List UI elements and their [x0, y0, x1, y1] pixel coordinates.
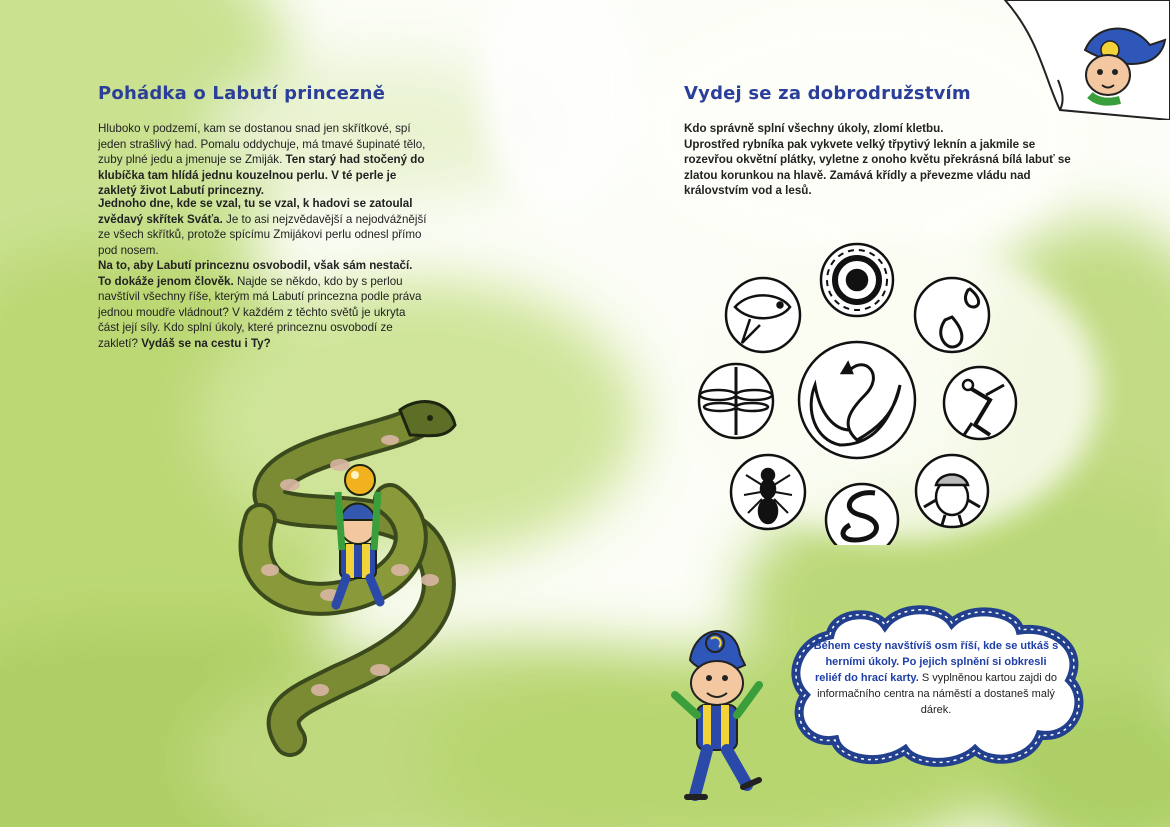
flower-icon: [821, 244, 893, 316]
story-paragraph-3: [98, 258, 428, 352]
cloud-text-black: S vyplněnou kartou zajdi do informačního centra na náměstí a dostaneš malý dárek.: [817, 672, 1057, 716]
frog-icon: [944, 367, 1016, 439]
story-paragraph-2: [98, 196, 428, 258]
story-p2-bold: Jednoho dne, kde se vzal, tu se vzal, k hadovi se zatoulal zvědavý skřítek Sváťa.: [98, 197, 413, 226]
adventure-p1-rest: Uprostřed rybníka pak vykvete velký třpytivý leknín a jakmile se rozevřou okvětní plátky, vyletne z onoho květu překrásná bílá labuť se zlatou korunkou na hlavě. Zamává křídly a převezme vládu nad královstvím vod a lesů.: [684, 137, 1071, 198]
story-p3-question: Vydáš se na cestu i Ty?: [141, 336, 271, 350]
realms-emblems: [690, 235, 1020, 545]
snake-icon: [826, 484, 898, 545]
story-p2-regular: Je to asi nejzvědavější a nejodvážnější ze všech skřítků, protože spícímu Zmijákovi perlu odnesl přímo pod nosem.: [98, 212, 427, 257]
story-p3-bold: Na to, aby Labutí princeznu osvobodil, však sám nestačí. To dokáže jenom člověk.: [98, 259, 413, 288]
story-p1-regular: Hluboko v podzemí, kam se dostanou snad jen skřítkové, spí jeden strašlivý had. Pomalu oddychuje, má tmavé šupinaté tělo, zuby plné jedu a jmenuje se Zmiják.: [98, 122, 426, 167]
left-page-title: Pohádka o Labutí princezně: [98, 83, 386, 104]
snake-with-elf-illustration: [230, 380, 470, 760]
swan-icon: [799, 342, 915, 458]
adventure-p1-line1: Kdo správně splní všechny úkoly, zlomí kletbu.: [684, 122, 944, 135]
info-cloud-text: [812, 638, 1060, 718]
elf-peeking-illustration: [1000, 0, 1170, 120]
adventure-paragraph: [684, 121, 1074, 199]
right-page-title: Vydej se za dobrodružstvím: [684, 83, 971, 104]
story-p3-regular: Najde se někdo, kdo by s perlou navštívil všechny říše, kterým má Labutí princezna podle práva jednou moudře vládnout? V každém z těchto světů je ukryta část její síly. Kdo splní úkoly, které princeznu osvobodí ze zakletí?: [98, 274, 422, 350]
standing-elf-illustration: [655, 615, 775, 815]
story-paragraph-1: [98, 121, 428, 199]
ant-icon: [731, 455, 805, 529]
acorn-creature-icon: [916, 455, 988, 527]
drops-icon: [915, 278, 989, 352]
fish-icon: [726, 278, 800, 352]
cloud-text-blue: Během cesty navštívíš osm říší, kde se utkáš s herními úkoly. Po jejich splnění si obkresli reliéf do hrací karty.: [813, 640, 1059, 684]
dragonfly-icon: [699, 364, 773, 438]
story-p1-bold: Ten starý had stočený do klubíčka tam hlídá jednu kouzelnou perlu. V té perle je zakletý život Labutí princezny.: [98, 153, 425, 198]
